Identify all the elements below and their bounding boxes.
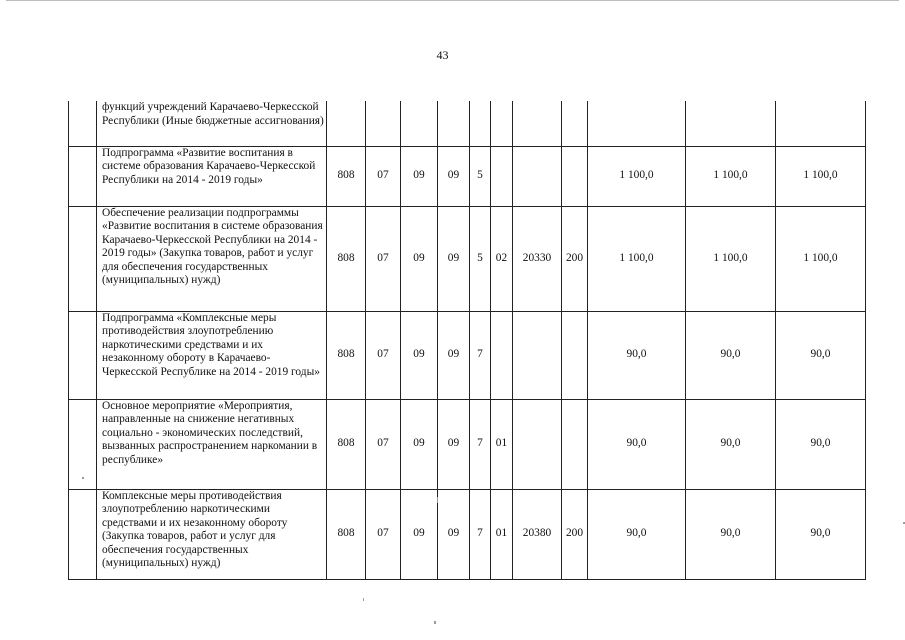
amount-2016: 1 100,0	[776, 206, 866, 311]
budget-table	[68, 101, 866, 580]
item-description: Основное мероприятие «Мероприятия, направленные на снижение негативных социально - экономических последствий, вызванных распространением наркомании в республике»	[97, 399, 327, 489]
ministry-code: 808	[327, 206, 366, 311]
expense-type-code	[562, 101, 588, 146]
subsection-code: 09	[401, 206, 438, 311]
ministry-code: 808	[327, 489, 366, 579]
table-row	[69, 311, 866, 399]
amount-2016: 90,0	[776, 399, 866, 489]
amount-2016: 90,0	[776, 489, 866, 579]
row-index-cell	[69, 206, 97, 311]
direction-code	[513, 311, 562, 399]
program-code	[438, 101, 470, 146]
amount-2016: 1 100,0	[776, 146, 866, 206]
table-row	[69, 206, 866, 311]
row-index-cell	[69, 399, 97, 489]
amount-2014: 90,0	[588, 311, 686, 399]
amount-2014: 1 100,0	[588, 206, 686, 311]
program-code: 09	[438, 399, 470, 489]
amount-2015: 90,0	[686, 399, 776, 489]
scan-speck	[363, 598, 364, 601]
ministry-code	[327, 101, 366, 146]
page-number: 43	[436, 48, 449, 62]
amount-2015	[686, 101, 776, 146]
scan-speck	[437, 497, 438, 503]
table-row	[69, 399, 866, 489]
amount-2014: 90,0	[588, 489, 686, 579]
subsection-code	[401, 101, 438, 146]
measure-code: 01	[491, 399, 513, 489]
direction-code: 20330	[513, 206, 562, 311]
scan-speck	[434, 621, 436, 624]
program-code: 09	[438, 489, 470, 579]
subprogram-code: 5	[470, 206, 491, 311]
item-description: Подпрограмма «Развитие воспитания в системе образования Карачаево-Черкесской Республики на 2014 - 2019 годы»	[97, 146, 327, 206]
row-index-cell	[69, 146, 97, 206]
direction-code	[513, 146, 562, 206]
subprogram-code: 5	[470, 146, 491, 206]
row-index-cell	[69, 311, 97, 399]
measure-code	[491, 311, 513, 399]
measure-code	[491, 146, 513, 206]
section-code: 07	[366, 489, 401, 579]
program-code: 09	[438, 146, 470, 206]
subprogram-code	[470, 101, 491, 146]
measure-code	[491, 101, 513, 146]
expense-type-code	[562, 146, 588, 206]
direction-code: 20380	[513, 489, 562, 579]
amount-2014	[588, 101, 686, 146]
amount-2015: 90,0	[686, 311, 776, 399]
item-description: Комплексные меры противодействия злоупотреблению наркотическими средствами и их незаконному обороту (Закупка товаров, работ и услуг для обеспечения государственных (муниципальных) нужд)	[97, 489, 327, 579]
expense-type-code: 200	[562, 206, 588, 311]
subsection-code: 09	[401, 311, 438, 399]
program-code: 09	[438, 206, 470, 311]
section-code	[366, 101, 401, 146]
expense-type-code	[562, 311, 588, 399]
subprogram-code: 7	[470, 489, 491, 579]
subsection-code: 09	[401, 489, 438, 579]
amount-2016: 90,0	[776, 311, 866, 399]
amount-2016	[776, 101, 866, 146]
table-row	[69, 489, 866, 579]
table-body	[69, 101, 866, 579]
program-code: 09	[438, 311, 470, 399]
item-description: Обеспечение реализации подпрограммы «Развитие воспитания в системе образования Карачаево-Черкесской Республики на 2014 - 2019 годы» (Закупка товаров, работ и услуг для обеспечения государственных (муниципальных) нужд)	[97, 206, 327, 311]
direction-code	[513, 101, 562, 146]
table-row	[69, 101, 866, 146]
section-code: 07	[366, 311, 401, 399]
amount-2015: 90,0	[686, 489, 776, 579]
subprogram-code: 7	[470, 311, 491, 399]
item-description: Подпрограмма «Комплексные меры противодействия злоупотреблению наркотическими средствами и их незаконному обороту в Карачаево-Черкесской Республике на 2014 - 2019 годы»	[97, 311, 327, 399]
item-description: функций учреждений Карачаево-Черкесской Республики (Иные бюджетные ассигнования)	[97, 101, 327, 146]
page-top-edge	[6, 0, 899, 1]
section-code: 07	[366, 146, 401, 206]
subsection-code: 09	[401, 146, 438, 206]
measure-code: 01	[491, 489, 513, 579]
amount-2015: 1 100,0	[686, 146, 776, 206]
subprogram-code: 7	[470, 399, 491, 489]
ministry-code: 808	[327, 146, 366, 206]
expense-type-code	[562, 399, 588, 489]
subsection-code: 09	[401, 399, 438, 489]
row-index-cell	[69, 489, 97, 579]
amount-2015: 1 100,0	[686, 206, 776, 311]
row-index-cell	[69, 101, 97, 146]
amount-2014: 1 100,0	[588, 146, 686, 206]
section-code: 07	[366, 206, 401, 311]
table-row	[69, 146, 866, 206]
amount-2014: 90,0	[588, 399, 686, 489]
section-code: 07	[366, 399, 401, 489]
measure-code: 02	[491, 206, 513, 311]
scan-speck	[82, 477, 84, 479]
direction-code	[513, 399, 562, 489]
expense-type-code: 200	[562, 489, 588, 579]
ministry-code: 808	[327, 399, 366, 489]
ministry-code: 808	[327, 311, 366, 399]
